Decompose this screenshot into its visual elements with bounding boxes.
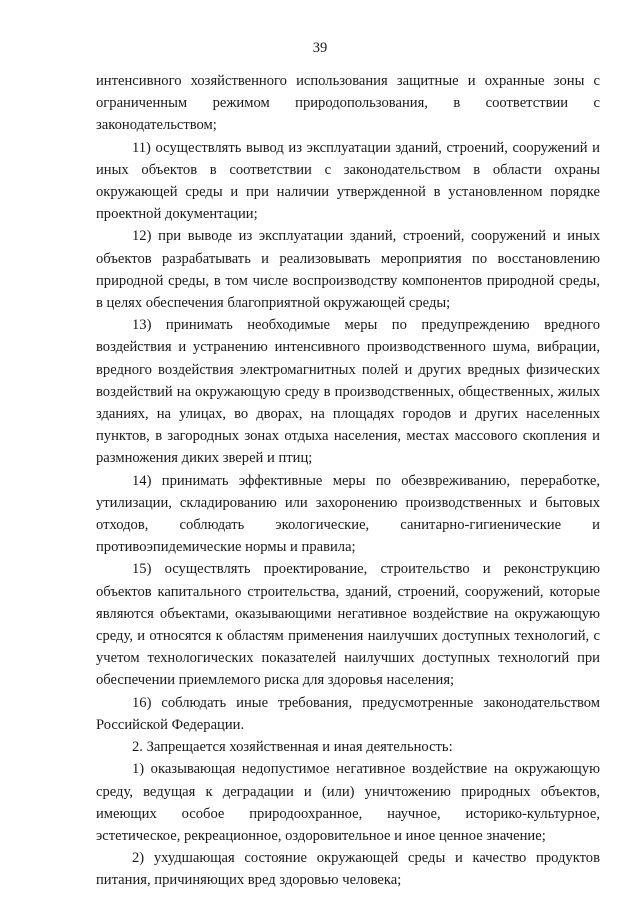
- paragraph-item-13: 13) принимать необходимые меры по предупреждению вредного воздействия и устранению интенсивного производственного шума, вибрации, вредного воздействия электромагнитных полей и других вредных физических воздействий на окружающую среду в производственных, общественных, жилых зданиях, на улицах, во дворах, на площадях городов и других населенных пунктов, в загородных зонах отдыха населения, местах массового скопления и размножения диких зверей и птиц;: [96, 317, 600, 467]
- paragraph-section-2-item-1: 1) оказывающая недопустимое негативное воздействие на окружающую среду, ведущая к деградации и (или) уничтожению природных объектов, имеющих особое природоохранное, научное, историко-культурное, эстетическое, рекреационное, оздоровительное и иное ценное значение;: [96, 761, 600, 844]
- page-number: 39: [312, 40, 328, 56]
- paragraph-section-2-item-2: 2) ухудшающая состояние окружающей среды и качество продуктов питания, причиняющих вред здоровью человека;: [96, 850, 600, 889]
- paragraph-continuation: интенсивного хозяйственного использования защитные и охранные зоны с ограниченным режимом природопользования, в соответствии с законодательством;: [96, 73, 600, 134]
- paragraph-item-15: 15) осуществлять проектирование, строительство и реконструкцию объектов капитального строительства, зданий, строений, сооружений, которые являются объектами, оказывающими негативное воздействие на окружающую среду, и относятся к областям применения наилучших доступных технологий, с учетом технологических показателей наилучших доступных технологий при обеспечении приемлемого риска для здоровья населения;: [96, 561, 600, 689]
- paragraph-item-14: 14) принимать эффективные меры по обезвреживанию, переработке, утилизации, складированию или захоронению производственных и бытовых отходов, соблюдать экологические, санитарно-гигиенические и противоэпидемические нормы и правила;: [96, 472, 600, 556]
- paragraph-item-16: 16) соблюдать иные требования, предусмотренные законодательством Российской Федерации.: [96, 694, 600, 733]
- paragraph-item-11: 11) осуществлять вывод из эксплуатации зданий, строений, сооружений и иных объектов в соответствии с законодательством в области охраны окружающей среды и при наличии утвержденной в установленном порядке проектной документации;: [96, 139, 600, 223]
- paragraph-item-12: 12) при выводе из эксплуатации зданий, строений, сооружений и иных объектов разрабатывать и реализовывать мероприятия по восстановлению природной среды, в том числе воспроизводству компонентов природной среды, в целях обеспечения благоприятной окружающей среды;: [96, 228, 600, 312]
- document-body: [96, 70, 600, 892]
- paragraph-section-2-heading: 2. Запрещается хозяйственная и иная деятельность:: [132, 739, 453, 756]
